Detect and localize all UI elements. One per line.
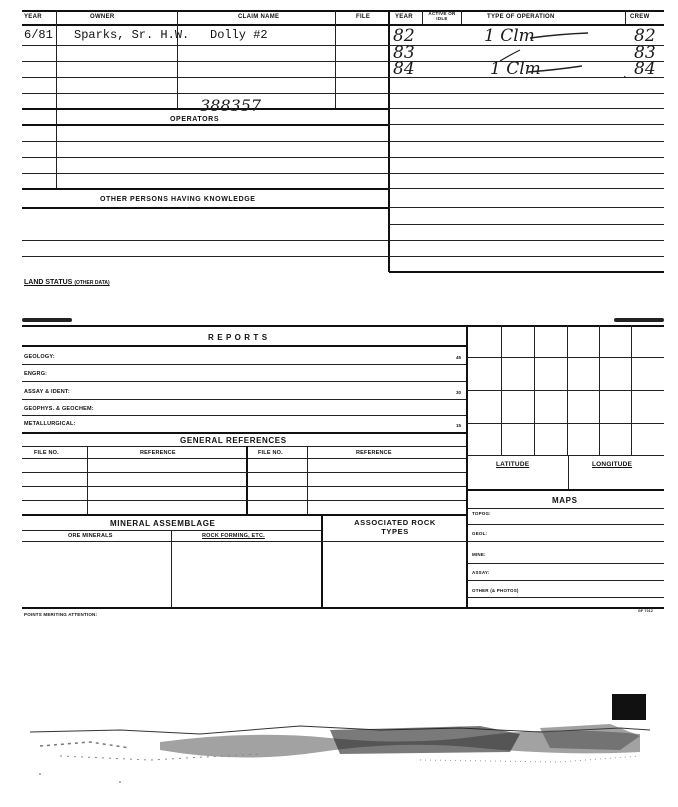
col-file-header: FILE bbox=[356, 14, 371, 20]
gen-ref-file-no-header: FILE NO. bbox=[34, 450, 59, 456]
maps-heading: MAPS bbox=[552, 496, 578, 505]
row-line bbox=[22, 500, 466, 501]
divider bbox=[56, 10, 57, 188]
col-type-header: TYPE OF OPERATION bbox=[487, 14, 555, 20]
entry-claim: Dolly #2 bbox=[210, 28, 268, 42]
divider bbox=[321, 514, 323, 607]
row-line bbox=[22, 61, 388, 62]
col-year2-header: YEAR bbox=[395, 14, 413, 20]
row-line bbox=[389, 224, 664, 225]
lower-bottom-border bbox=[22, 607, 664, 609]
divider bbox=[422, 10, 423, 24]
reports-heading: R E P O R T S bbox=[208, 333, 268, 342]
other-persons-heading: OTHER PERSONS HAVING KNOWLEDGE bbox=[100, 196, 256, 203]
associated-rock-types-heading: ASSOCIATED ROCK TYPES bbox=[354, 518, 436, 536]
row-line bbox=[389, 93, 664, 94]
row-line bbox=[22, 77, 388, 78]
row-line bbox=[467, 580, 664, 581]
row-line bbox=[467, 524, 664, 525]
col-crew-header: CREW bbox=[630, 14, 650, 20]
longitude-label: LONGITUDE bbox=[592, 461, 633, 468]
col-owner-header: OWNER bbox=[90, 14, 115, 20]
row-line bbox=[389, 157, 664, 158]
row-line bbox=[467, 563, 664, 564]
header-bottom-border bbox=[22, 24, 664, 26]
points-meriting-label: POINTS MERITING ATTENTION: bbox=[24, 612, 98, 617]
op-year-2: 83 bbox=[393, 43, 415, 63]
row-line bbox=[467, 541, 664, 542]
row-line bbox=[389, 141, 664, 142]
row-line bbox=[389, 256, 664, 257]
ore-minerals-header: ORE MINERALS bbox=[68, 533, 113, 539]
report-metallurgical-label: METALLURGICAL: bbox=[24, 421, 76, 427]
divider bbox=[466, 325, 468, 607]
row-line bbox=[22, 541, 466, 542]
divider bbox=[246, 446, 248, 514]
entry-owner: Sparks, Sr. H.W. bbox=[74, 28, 190, 42]
grid-line bbox=[467, 455, 664, 456]
mineral-assemblage-heading: MINERAL ASSEMBLAGE bbox=[110, 519, 216, 528]
entry-number: 388357 bbox=[200, 96, 262, 115]
row-line bbox=[389, 271, 664, 273]
form-number: GF 7012 bbox=[638, 609, 654, 613]
row-line bbox=[22, 486, 466, 487]
op-crew-1: 82 bbox=[634, 26, 656, 46]
divider bbox=[307, 446, 308, 514]
row-line bbox=[22, 124, 388, 126]
latitude-label: LATITUDE bbox=[496, 461, 530, 468]
general-references-heading: GENERAL REFERENCES bbox=[180, 436, 287, 445]
report-engrg-label: ENGRG: bbox=[24, 371, 48, 377]
op-type-3: 1 Clm bbox=[490, 59, 541, 79]
row-line bbox=[22, 188, 388, 190]
row-line bbox=[22, 364, 466, 365]
gen-ref-file-no2-header: FILE NO. bbox=[258, 450, 283, 456]
map-other-label: OTHER (& PHOTOS) bbox=[472, 588, 519, 593]
op-year-1: 82 bbox=[393, 26, 415, 46]
gen-ref-reference2-header: REFERENCE bbox=[356, 450, 392, 456]
tab-mark-left bbox=[22, 318, 72, 322]
row-line bbox=[389, 124, 664, 125]
operators-heading: OPERATORS bbox=[170, 116, 220, 123]
row-line bbox=[467, 489, 664, 491]
op-crew-2: 83 bbox=[634, 43, 656, 63]
row-line bbox=[22, 157, 388, 158]
row-line bbox=[389, 173, 664, 174]
grid-line bbox=[467, 357, 664, 358]
map-geol-label: GEOL: bbox=[472, 531, 488, 536]
grid-line bbox=[467, 390, 664, 391]
row-line bbox=[389, 188, 664, 189]
row-line bbox=[22, 432, 466, 434]
tab-mark-right bbox=[614, 318, 664, 322]
entry-year: 6/81 bbox=[24, 28, 53, 42]
op-type-1: 1 Clm bbox=[484, 26, 535, 46]
divider bbox=[568, 456, 569, 489]
row-line bbox=[22, 240, 388, 241]
row-line bbox=[22, 345, 466, 347]
row-line bbox=[389, 207, 664, 208]
scan-artifact-strip bbox=[0, 690, 678, 807]
report-geology-num: 45 bbox=[456, 355, 462, 360]
col-year-header: YEAR bbox=[24, 14, 42, 20]
divider bbox=[87, 446, 88, 514]
report-assay-num: 30 bbox=[456, 390, 462, 395]
op-year-3: 84 bbox=[393, 59, 415, 79]
divider bbox=[461, 10, 462, 24]
row-line bbox=[22, 207, 388, 209]
col-claim-name-header: CLAIM NAME bbox=[238, 14, 280, 20]
row-line bbox=[22, 141, 388, 142]
map-assay-label: ASSAY: bbox=[472, 570, 490, 575]
op-crew-3: 84 bbox=[634, 59, 656, 79]
report-assay-label: ASSAY & IDENT: bbox=[24, 389, 70, 395]
row-line bbox=[22, 45, 388, 46]
report-geology-label: GEOLOGY: bbox=[24, 354, 55, 360]
row-line bbox=[22, 472, 466, 473]
row-line bbox=[22, 173, 388, 174]
row-line bbox=[22, 399, 466, 400]
row-line bbox=[22, 446, 466, 447]
report-metallurgical-num: 15 bbox=[456, 423, 462, 428]
row-line bbox=[22, 93, 388, 94]
divider bbox=[625, 10, 626, 24]
rock-forming-header: ROCK FORMING, ETC. bbox=[202, 533, 265, 539]
map-mine-label: MINE: bbox=[472, 552, 486, 557]
row-line bbox=[389, 240, 664, 241]
row-line bbox=[22, 415, 466, 416]
row-line bbox=[389, 108, 664, 109]
col-active-header: ACTIVE OR IDLE bbox=[428, 11, 456, 21]
row-line bbox=[22, 256, 388, 257]
row-line bbox=[467, 597, 664, 598]
row-line bbox=[22, 458, 466, 459]
row-line bbox=[22, 514, 466, 516]
land-status-heading: LAND STATUS (OTHER DATA) bbox=[24, 279, 110, 286]
handwritten-strokes bbox=[470, 28, 630, 78]
report-geophys-label: GEOPHYS. & GEOCHEM: bbox=[24, 406, 94, 412]
top-border bbox=[22, 10, 664, 12]
grid-line bbox=[467, 423, 664, 424]
gen-ref-reference-header: REFERENCE bbox=[140, 450, 176, 456]
row-line bbox=[467, 508, 664, 509]
map-topog-label: TOPOG: bbox=[472, 511, 491, 516]
row-line bbox=[22, 381, 466, 382]
